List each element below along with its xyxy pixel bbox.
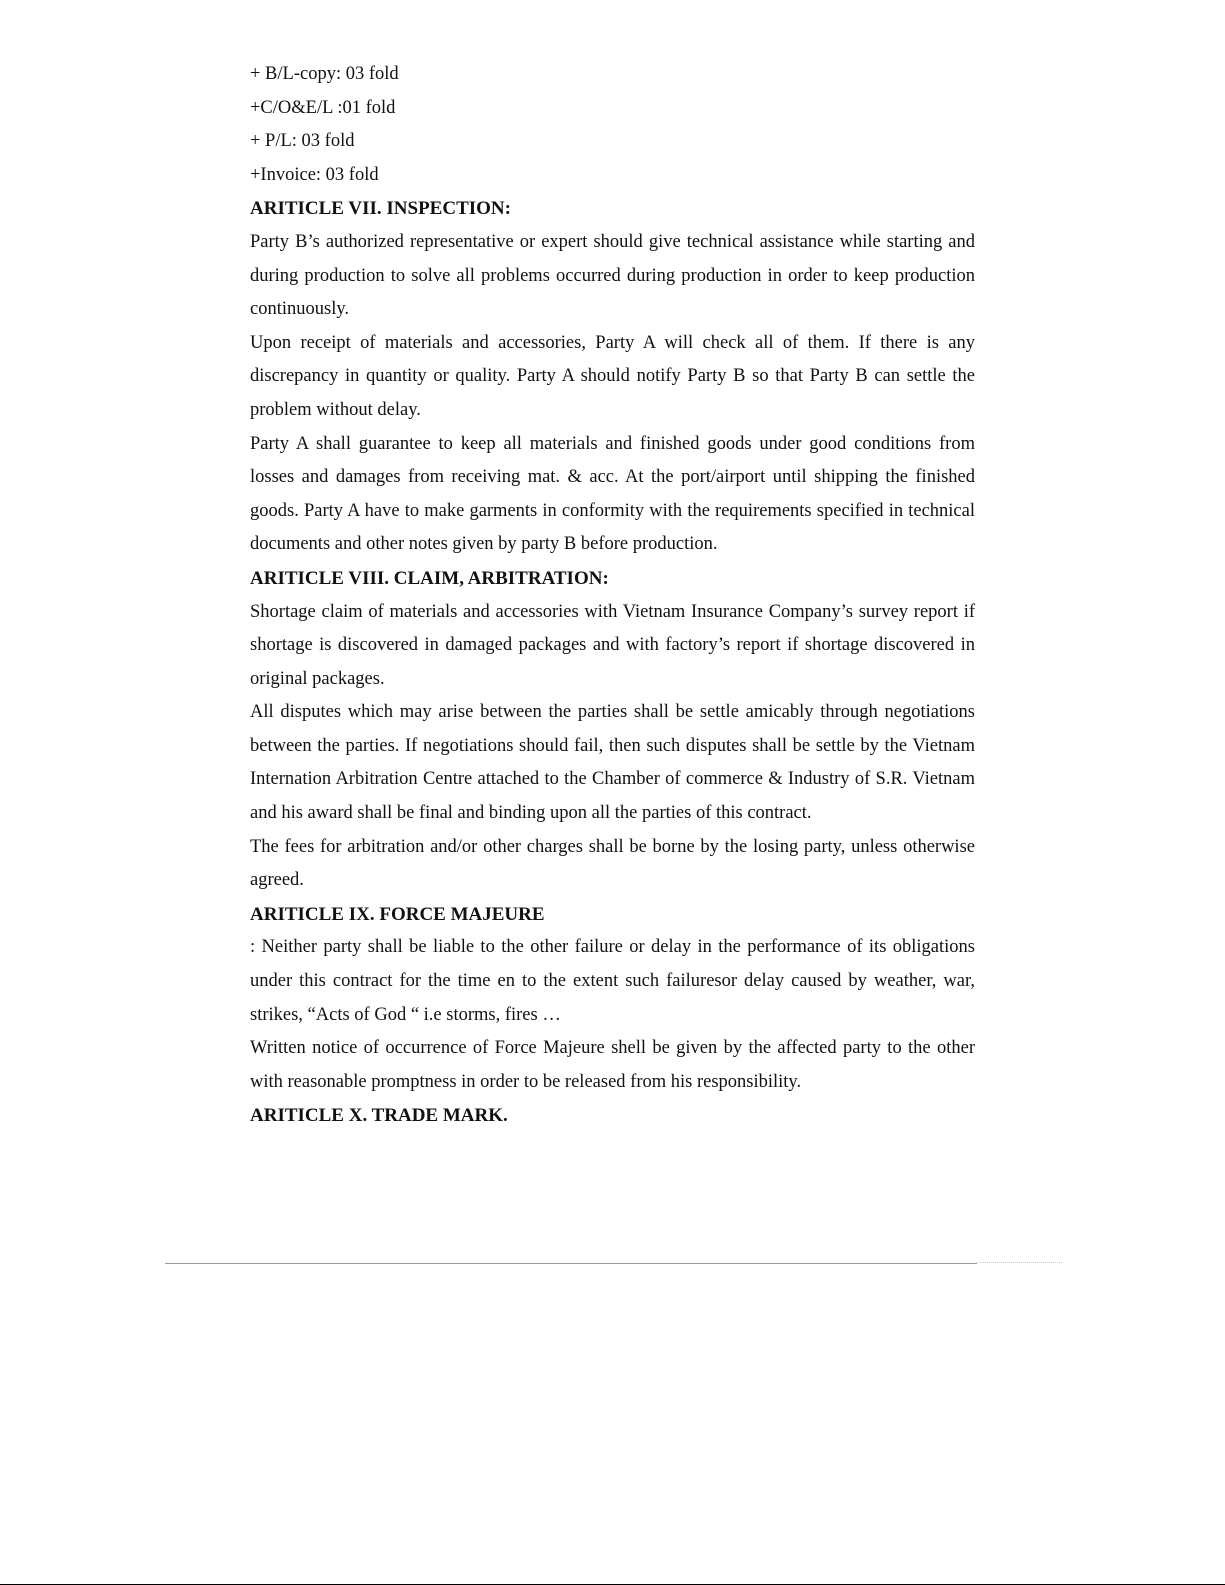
article-7-heading: ARITICLE VII. INSPECTION: [250,198,511,220]
article-9-heading: ARITICLE IX. FORCE MAJEURE [250,903,545,925]
article-7-paragraph-3: Party A shall guarantee to keep all materials and finished goods under good conditions from losses and damages from receiving mat. & acc. At the port/airport until shipping the finished goods. Party A have to make garments in conformity with the requirements specified in technical documents and other notes given by party B before production. [250,433,975,555]
footer-faint-mark [977,1262,1062,1265]
article-9-paragraph-2: Written notice of occurrence of Force Majeure shell be given by the affected party to the other with reasonable promptness in order to be released from his responsibility. [250,1038,975,1092]
article-9-paragraph-1: : Neither party shall be liable to the other failure or delay in the performance of its obligations under this contract for the time en to the extent such failuresor delay caused by weather, war, strikes, “Acts of God “ i.e storms, fires … [250,937,975,1025]
article-7-paragraph-1: Party B’s authorized representative or expert should give technical assistance while starting and during production to solve all problems occurred during production in order to keep production continuously. [250,231,975,320]
article-8-heading: ARITICLE VIII. CLAIM, ARBITRATION: [250,567,609,589]
article-8-paragraph-2: All disputes which may arise between the parties shall be settle amicably through negotiations between the parties. If negotiations should fail, then such disputes shall be settle by the Vietnam Internation Arbitration Centre attached to the Chamber of commerce & Industry of S.R. Vietnam and his award shall be final and binding upon all the parties of this contract. [250,702,975,824]
article-8-paragraph-3: The fees for arbitration and/or other charges shall be borne by the losing party, unless otherwise agreed. [250,836,975,891]
doc-list-item-co-el: +C/O&E/L :01 fold [250,97,396,118]
document-body [250,58,975,1133]
article-7-paragraph-2: Upon receipt of materials and accessories, Party A will check all of them. If there is any discrepancy in quantity or quality. Party A should notify Party B so that Party B can settle the problem without delay. [250,332,975,420]
footer-divider [165,1263,977,1264]
doc-list-item-invoice: +Invoice: 03 fold [250,164,379,185]
article-8-paragraph-1: Shortage claim of materials and accessories with Vietnam Insurance Company’s survey report if shortage is discovered in damaged packages and with factory’s report if shortage discovered in original packages. [250,601,975,689]
article-10-heading: ARITICLE X. TRADE MARK. [250,1105,508,1127]
doc-list-item-pl: + P/L: 03 fold [250,131,355,152]
doc-list-item-bl-copy: + B/L-copy: 03 fold [250,64,399,84]
